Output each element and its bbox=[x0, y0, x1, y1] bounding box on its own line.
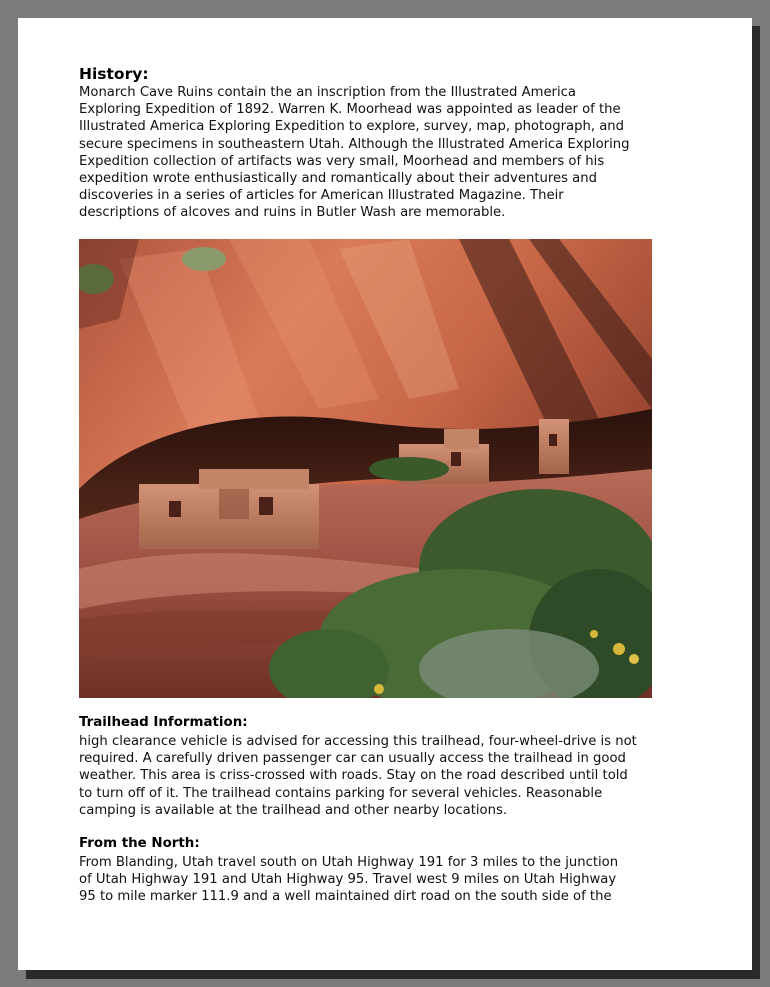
trailhead-line: required. A carefully driven passenger car can usually access the trailhead in good bbox=[79, 751, 626, 767]
trailhead-line: high clearance vehicle is advised for accessing this trailhead, four-wheel-drive is not bbox=[79, 734, 637, 749]
history-paragraph bbox=[79, 84, 629, 222]
cliff-dwelling-photo bbox=[79, 239, 652, 698]
north-heading: From the North: bbox=[79, 836, 200, 851]
history-line: Monarch Cave Ruins contain the an inscription from the Illustrated America bbox=[79, 85, 576, 100]
history-line: discoveries in a series of articles for American Illustrated Magazine. Their bbox=[79, 188, 564, 204]
trailhead-line: to turn off of it. The trailhead contains parking for several vehicles. Reasonable bbox=[79, 785, 603, 801]
north-paragraph bbox=[79, 854, 618, 906]
trailhead-paragraph bbox=[79, 733, 637, 819]
history-line: Illustrated America Exploring Expedition to explore, survey, map, photograph, and bbox=[79, 119, 625, 135]
trailhead-heading: Trailhead Information: bbox=[79, 715, 248, 730]
north-line: 95 to mile marker 111.9 and a well maintained dirt road on the south side of the bbox=[79, 889, 612, 905]
trailhead-line: weather. This area is criss-crossed with roads. Stay on the road described until told bbox=[79, 768, 628, 784]
history-line: expedition wrote enthusiastically and romantically about their adventures and bbox=[79, 171, 597, 187]
history-line: Expedition collection of artifacts was very small, Moorhead and members of his bbox=[79, 153, 605, 169]
north-line: of Utah Highway 191 and Utah Highway 95. Travel west 9 miles on Utah Highway bbox=[79, 872, 617, 888]
document-page bbox=[18, 18, 752, 970]
history-line: descriptions of alcoves and ruins in Butler Wash are memorable. bbox=[79, 205, 506, 221]
trailhead-line: camping is available at the trailhead and other nearby locations. bbox=[79, 802, 508, 818]
north-line: From Blanding, Utah travel south on Utah Highway 191 for 3 miles to the junction bbox=[79, 855, 619, 870]
history-line: secure specimens in southeastern Utah. Although the Illustrated America Exploring bbox=[79, 136, 630, 152]
history-heading: History: bbox=[79, 65, 149, 83]
history-line: Exploring Expedition of 1892. Warren K. Moorhead was appointed as leader of the bbox=[79, 102, 621, 118]
